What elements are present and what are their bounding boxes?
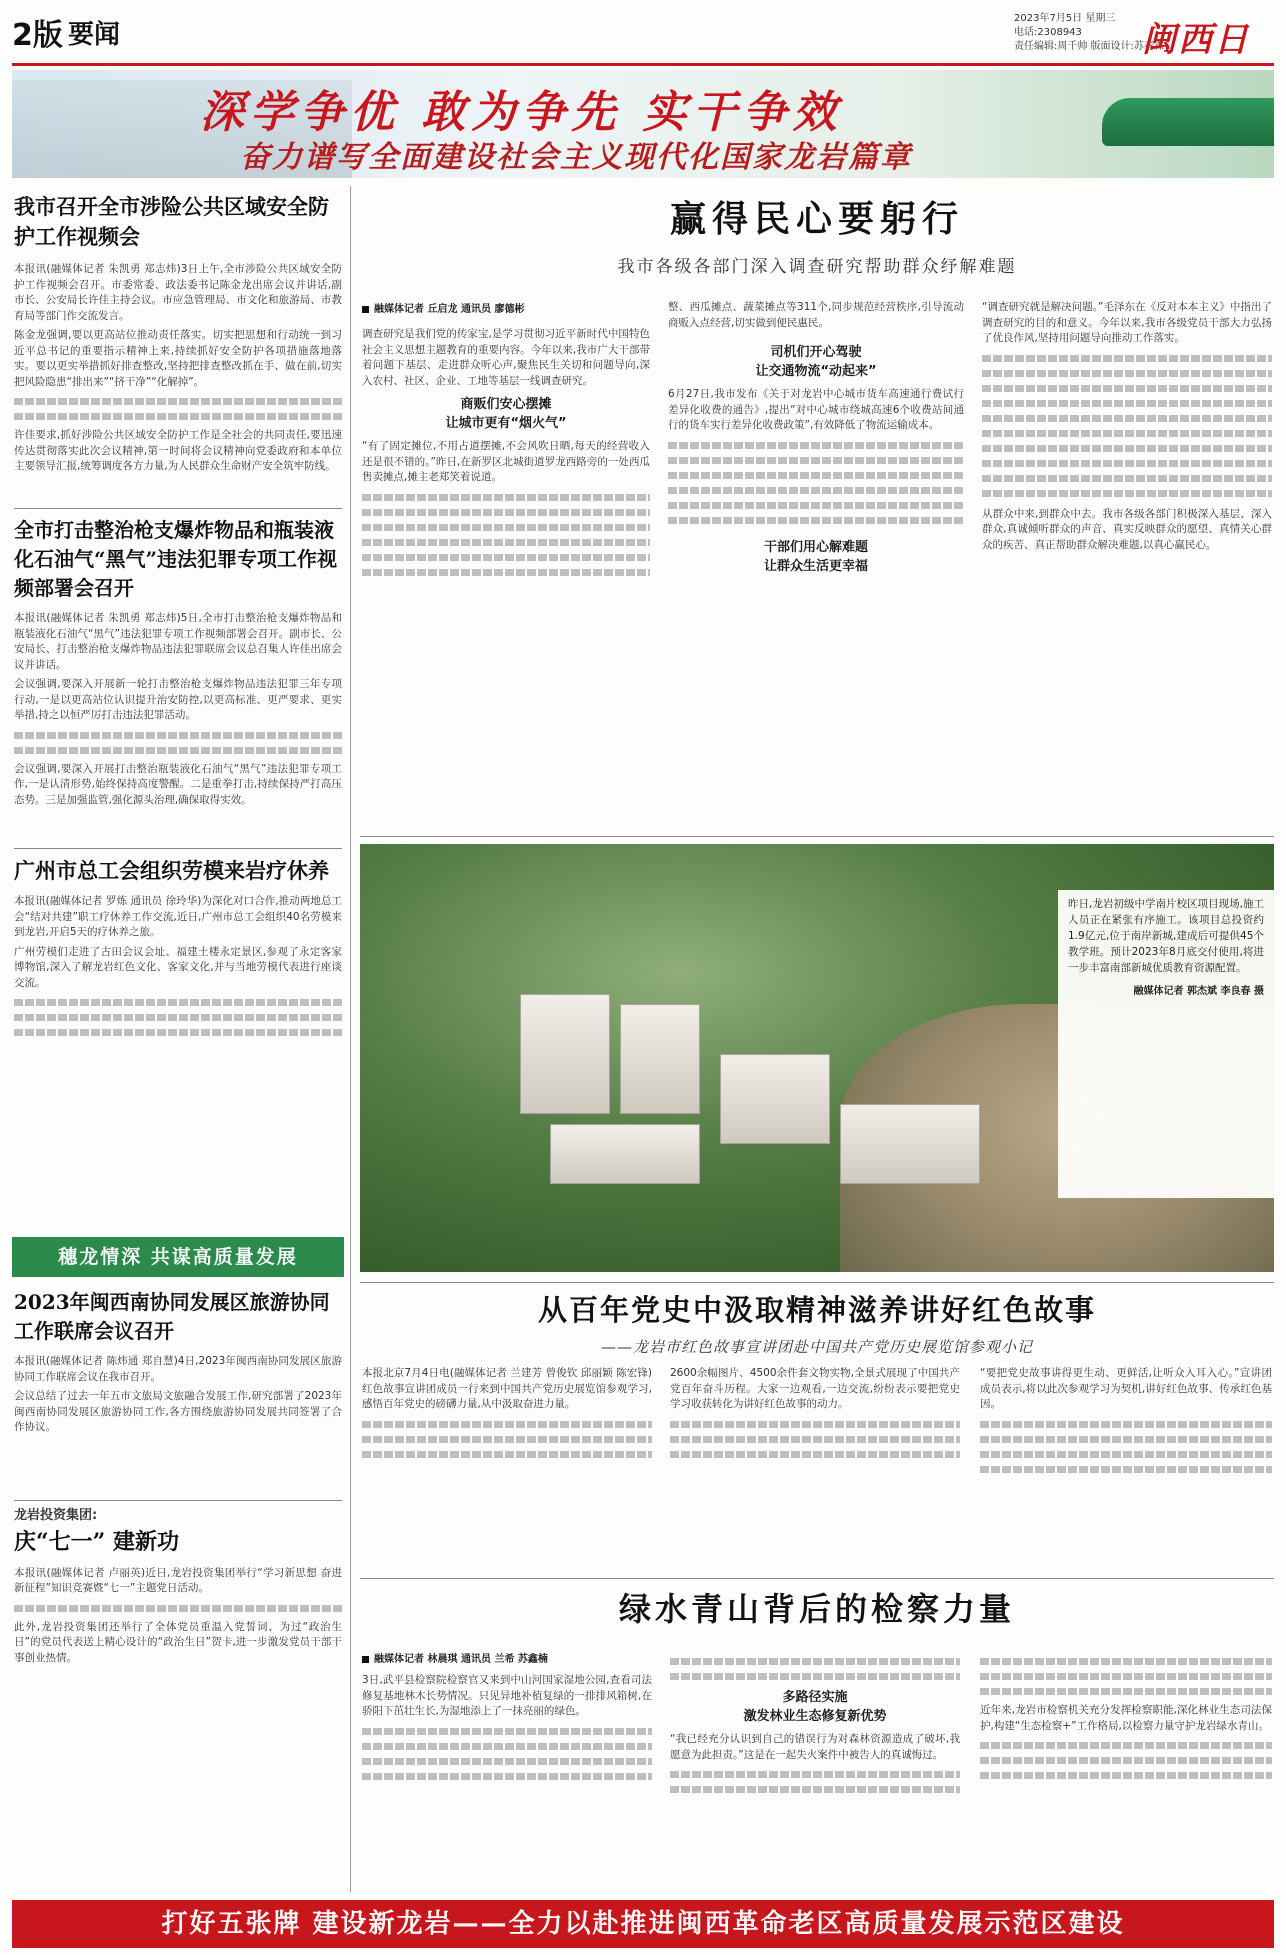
- red-story-subheadline: ——龙岩市红色故事宣讲团赴中国共产党历史展览馆参观小记: [600, 1338, 1033, 1356]
- text-block: [362, 554, 650, 561]
- text-block: [670, 1771, 960, 1778]
- article-headline: 庆“七一” 建新功: [14, 1528, 179, 1555]
- photo-credit: 融媒体记者 郭杰斌 李良春 摄: [1133, 986, 1264, 997]
- text-block: [982, 400, 1272, 407]
- text-block: [670, 1658, 960, 1665]
- article-safety-meeting: [14, 192, 342, 475]
- text-block: [980, 1688, 1272, 1695]
- banner-sub-slogan: 奋力谱写全面建设社会主义现代化国家龙岩篇章: [240, 140, 912, 175]
- text-block: [14, 732, 342, 739]
- text-block: [982, 415, 1272, 422]
- text-block: [982, 490, 1272, 497]
- text-block: [362, 539, 650, 546]
- text-block: [980, 1436, 1272, 1443]
- article-kicker: 龙岩投资集团:: [14, 1508, 98, 1523]
- text-block: [668, 442, 964, 449]
- text-block: [982, 445, 1272, 452]
- text-block: [362, 1758, 652, 1765]
- section-rule: [360, 836, 1274, 837]
- feature-paragraph: 整、西瓜摊点、蔬菜摊点等311个,同步规范经营秩序,引导流动商贩入点经营,切实做到便民惠民。: [668, 301, 964, 329]
- article-lead: 本报讯(融媒体记者 朱凯勇 郑志炜)5日,全市打击整治枪支爆炸物品和瓶装液化石油气“黑气”违法犯罪专项工作视频部署会召开。副市长、公安局长、打击整治枪支爆炸物品违法犯罪联席会议总召集人许佳出席会议并讲话。: [14, 612, 342, 671]
- text-block: [670, 1451, 960, 1458]
- procuratorate-paragraph: 近年来,龙岩市检察机关充分发挥检察职能,深化林业生态司法保护,构建“生态检察+”工作格局,以检察力量守护龙岩绿水青山。: [980, 1704, 1272, 1732]
- text-block: [362, 1743, 652, 1750]
- square-bullet-icon: [362, 306, 369, 313]
- photo-caption: 昨日,龙岩初级中学南片校区项目现场,施工人员正在紧张有序施工。该项目总投资约1.9亿元,位于南岸新城,建成后可提供45个教学班。预计2023年8月底交付使用,将进一步丰富南部新城优质教育资源配置。: [1068, 898, 1264, 974]
- procuratorate-column-1: [362, 1650, 652, 1788]
- text-block: [668, 517, 964, 524]
- article-lead: 本报讯(融媒体记者 卢丽英)近日,龙岩投资集团举行“学习新思想 奋进新征程”知识竞赛暨“七一”主题党日活动。: [14, 1566, 342, 1594]
- feature-column-2: [668, 300, 964, 582]
- text-block: [14, 999, 342, 1006]
- square-bullet-icon: [362, 1656, 369, 1663]
- article-lead: 本报讯(融媒体记者 陈炜通 郑自慧)4日,2023年闽西南协同发展区旅游协同工作联席会议在我市召开。: [14, 1355, 342, 1383]
- feature-column-3: [982, 300, 1272, 553]
- paper-logo: 闽西日: [1142, 20, 1250, 60]
- bottom-slogan-bar: 打好五张牌 建设新龙岩——全力以赴推进闽西革命老区高质量发展示范区建设: [12, 1900, 1274, 1948]
- article-gun-control: [14, 516, 342, 808]
- banner-train-image: [1102, 98, 1274, 146]
- article-paragraph: 会议强调,要深入开展打击整治瓶装液化石油气“黑气”违法犯罪专项工作,一是认清形势,始终保持高度警醒。二是重拳打击,持续保持严打高压态势。三是加强监管,强化源头治理,确保取得实效。: [14, 762, 342, 806]
- article-rule: [14, 508, 342, 509]
- photo-building: [620, 1004, 700, 1114]
- article-paragraph: 陈金龙强调,要以更高站位推动责任落实。切实把思想和行动统一到习近平总书记的重要指示精神上来,持续抓好安全防护各项措施落地落实。要以更实举措抓好排查整改,坚持把排查整改抓在手、做在前,切实把风险隐患“排出来”“挤干净”“化解掉”。: [14, 329, 342, 388]
- text-block: [980, 1658, 1272, 1665]
- text-block: [670, 1436, 960, 1443]
- article-lead: 本报讯(融媒体记者 朱凯勇 郑志炜)3日上午,全市涉险公共区域安全防护工作视频会召开。市委常委、政法委书记陈金龙出席会议并讲话,副市长、公安局长许佳主持会议。市应急管理局、市文化和旅游局、市教育局等部门作交流发言。: [14, 263, 342, 322]
- masthead: [12, 8, 1274, 66]
- feature-subhead: 司机们开心驾驶 让交通物流“动起来”: [755, 345, 877, 379]
- photo-building: [840, 1104, 980, 1184]
- photo-building: [520, 994, 610, 1114]
- section-rule: [360, 1578, 1274, 1579]
- text-block: [668, 472, 964, 479]
- feature-subhead: 干部们用心解难题 让群众生活更幸福: [763, 539, 868, 574]
- procuratorate-subhead: 多路径实施 激发林业生态修复新优势: [743, 1690, 887, 1724]
- text-block: [982, 460, 1272, 467]
- article-tourism-meeting: [14, 1288, 342, 1436]
- text-block: [980, 1466, 1272, 1473]
- article-investment-group: [14, 1508, 342, 1666]
- red-story-column-2: [670, 1366, 960, 1466]
- text-block: [980, 1421, 1272, 1428]
- article-headline: 2023年闽西南协同发展区旅游协同工作联席会议召开: [14, 1290, 330, 1343]
- article-paragraph: 会议强调,要深入开展新一轮打击整治枪支爆炸物品违法犯罪三年专项行动,一是以更高站位认识提升治安防控,以更高标准、更严要求、更实举措,持之以恒严厉打击违法犯罪活动。: [14, 678, 342, 721]
- feature-subhead: 商贩们安心摆摊 让城市更有“烟火气”: [445, 397, 567, 431]
- banner: [12, 70, 1274, 178]
- procuratorate-paragraph: “我已经充分认识到自己的错误行为对森林资源造成了破坏,我愿意为此担责。”这是在一起失火案件中被告人的真诚悔过。: [670, 1733, 960, 1761]
- red-story-paragraph: “要把党史故事讲得更生动、更鲜活,让听众入耳入心。”宣讲团成员表示,将以此次参观学习为契机,讲好红色故事、传承红色基因。: [980, 1367, 1272, 1410]
- section-name: 要闻: [68, 20, 121, 50]
- feature-column-1: [362, 300, 650, 584]
- text-block: [980, 1772, 1272, 1779]
- banner-main-slogan: 深学争优 敢为争先 实干争效: [200, 87, 843, 138]
- feature-paragraph: 从群众中来,到群众中去。我市各级各部门积极深入基层、深入群众,真诚倾听群众的声音、真实反映群众的愿望、真情关心群众的疾苦、真正帮助群众解决难题,以真心赢民心。: [982, 507, 1272, 551]
- section-rule: [360, 1282, 1274, 1283]
- text-block: [980, 1757, 1272, 1764]
- text-block: [980, 1742, 1272, 1749]
- editors: 责任编辑:周千帅 版面设计:苏春霖: [1014, 41, 1164, 52]
- procuratorate-header: [360, 1588, 1274, 1630]
- text-block: [362, 1728, 652, 1735]
- text-block: [362, 1436, 652, 1443]
- article-headline: 我市召开全市涉险公共区域安全防护工作视频会: [14, 194, 329, 249]
- text-block: [362, 569, 650, 576]
- article-paragraph: 许佳要求,抓好涉险公共区域安全防护工作是全社会的共同责任,要迅速传达贯彻落实此次会议精神,第一时间将会议精神向党委政府和本单位主要领导汇报,统筹调度各方力量,为人民群众生命财产安全筑牢防线。: [14, 429, 342, 472]
- feature-byline-row: [362, 300, 650, 315]
- text-block: [670, 1421, 960, 1428]
- text-block: [362, 1451, 652, 1458]
- photo-caption-box: [1058, 890, 1274, 1198]
- text-block: [668, 457, 964, 464]
- feature-paragraph: “有了固定摊位,不用占道摆摊,不会风吹日晒,每天的经营收入还是很不错的。”昨日,在新罗区北城街道罗龙西路旁的一处西瓜售卖摊点,摊主老郑笑着说道。: [362, 440, 650, 483]
- procuratorate-byline: 融媒体记者 林晨琪 通讯员 兰希 苏鑫楠: [374, 1654, 548, 1665]
- column-rule: [350, 186, 351, 1892]
- article-guangzhou-union: [14, 856, 342, 1044]
- photo-building: [720, 1054, 830, 1144]
- text-block: [14, 747, 342, 754]
- text-block: [362, 494, 650, 501]
- text-block: [14, 413, 342, 420]
- feature-paragraph: 调查研究是我们党的传家宝,是学习贯彻习近平新时代中国特色社会主义思想主题教育的重要内容。今年以来,我市广大干部带着问题下基层、走进群众听心声,聚焦民生关切和问题导向,深入农村、社区、企业、工地等基层一线调查研究。: [362, 328, 650, 387]
- red-story-headline: 从百年党史中汲取精神滋养讲好红色故事: [537, 1293, 1096, 1327]
- article-paragraph: 广州劳模们走进了古田会议会址、福建土楼永定景区,参观了永定客家博物馆,深入了解龙岩红色文化、客家文化,并与当地劳模代表进行座谈交流。: [14, 945, 342, 989]
- article-lead: 本报讯(融媒体记者 罗炼 通讯员 徐玲华)为深化对口合作,推动两地总工会“结对共建”职工疗休养工作交流,近日,广州市总工会组织40名劳模来到龙岩,开启5天的疗休养之旅。: [14, 895, 342, 938]
- text-block: [14, 1014, 342, 1021]
- feature-subheadline: 我市各级各部门深入调查研究帮助群众纾解难题: [617, 257, 1017, 277]
- text-block: [982, 355, 1272, 362]
- theme-bar: 穗龙情深 共谋高质量发展: [12, 1237, 344, 1277]
- text-block: [14, 1605, 342, 1612]
- red-story-column-1: [362, 1366, 652, 1466]
- feature-header: [360, 196, 1274, 277]
- page-number: 2版: [12, 18, 63, 53]
- red-story-column-3: [980, 1366, 1272, 1481]
- text-block: [362, 524, 650, 531]
- text-block: [362, 1421, 652, 1428]
- article-rule: [14, 848, 342, 849]
- red-story-header: [360, 1290, 1274, 1357]
- text-block: [980, 1673, 1272, 1680]
- feature-headline: 赢得民心要躬行: [669, 198, 964, 240]
- article-headline: 全市打击整治枪支爆炸物品和瓶装液化石油气“黑气”违法犯罪专项工作视频部署会召开: [14, 518, 338, 600]
- text-block: [668, 487, 964, 494]
- text-block: [980, 1451, 1272, 1458]
- text-block: [14, 398, 342, 405]
- photo-building: [550, 1124, 700, 1184]
- text-block: [982, 370, 1272, 377]
- feature-paragraph: “调查研究就是解决问题。”毛泽东在《反对本本主义》中指出了调查研究的目的和意义。今年以来,我市各级党员干部大力弘扬了优良作风,坚持用问题导向推动工作落实。: [982, 301, 1272, 344]
- procuratorate-byline-row: [362, 1650, 652, 1665]
- text-block: [982, 430, 1272, 437]
- procuratorate-column-3: [980, 1650, 1272, 1787]
- red-story-paragraph: 2600余幅图片、4500余件套文物实物,全景式展现了中国共产党百年奋斗历程。大家一边观看,一边交流,纷纷表示要把党史学习收获转化为讲好红色故事的动力。: [670, 1367, 960, 1410]
- text-block: [362, 1773, 652, 1780]
- text-block: [362, 509, 650, 516]
- text-block: [982, 475, 1272, 482]
- procuratorate-headline: 绿水青山背后的检察力量: [618, 1590, 1015, 1628]
- text-block: [14, 1029, 342, 1036]
- article-rule: [14, 1500, 342, 1501]
- feature-paragraph: 6月27日,我市发布《关于对龙岩中心城市货车高速通行费试行差异化收费的通告》,提出“对中心城市绕城高速6个收费站间通行的货车实行差异化收费政策”,有效降低了物流运输成本。: [668, 388, 964, 431]
- phone: 电话:2308943: [1014, 27, 1082, 38]
- red-story-paragraph: 本报北京7月4日电(融媒体记者 兰建芳 曾俊钦 邱丽颖 陈宏锋)红色故事宣讲团成员一行来到中国共产党历史展览馆参观学习,感悟百年党史的磅礴力量,从中汲取奋进力量。: [362, 1367, 652, 1410]
- feature-byline: 融媒体记者 丘启龙 通讯员 廖德彬: [374, 304, 525, 315]
- procuratorate-column-2: [670, 1650, 960, 1801]
- procuratorate-paragraph: 3日,武平县检察院检察官又来到中山河国家湿地公园,查看司法修复基地林木长势情况。只见异地补植复绿的一排排风箱树,在骄阳下茁壮生长,为湿地添上了一抹亮丽的绿色。: [362, 1674, 652, 1717]
- text-block: [670, 1786, 960, 1793]
- text-block: [670, 1673, 960, 1680]
- text-block: [668, 502, 964, 509]
- text-block: [982, 385, 1272, 392]
- article-paragraph: 会议总结了过去一年五市文旅局文旅融合发展工作,研究部署了2023年闽西南协同发展区旅游协同工作,各方围绕旅游协同发展共同签署了合作协议。: [14, 1390, 342, 1433]
- issue-date: 2023年7月5日 星期三: [1014, 13, 1116, 24]
- article-paragraph: 此外,龙岩投资集团还举行了全体党员重温入党誓词、为过“政治生日”的党员代表送上精心设计的“政治生日”贺卡,进一步激发党员干部干事创业热情。: [14, 1620, 342, 1664]
- article-headline: 广州市总工会组织劳模来岩疗休养: [14, 858, 329, 883]
